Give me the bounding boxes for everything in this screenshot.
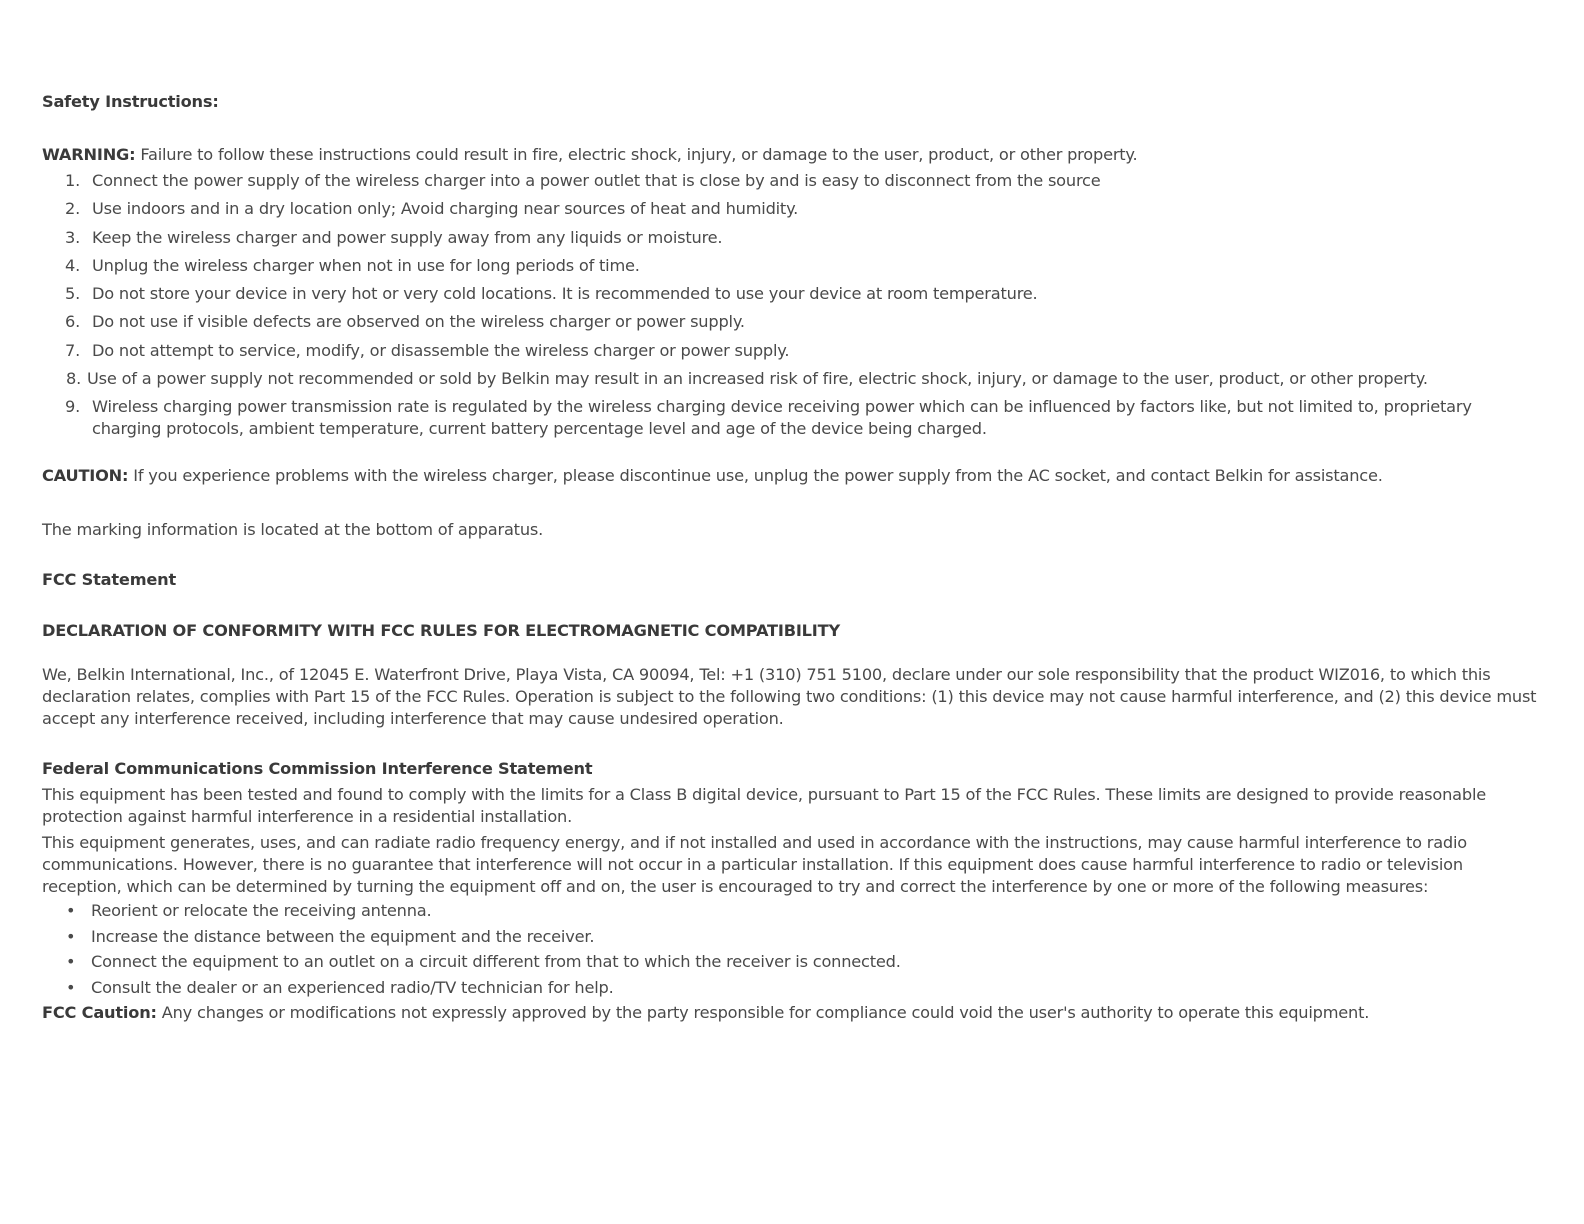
- item-number: 3.: [65, 227, 81, 247]
- interference-heading: Federal Communications Commission Interference Statement: [42, 759, 593, 779]
- safety-item-2: [42, 198, 1547, 220]
- caution-label: CAUTION:: [42, 466, 129, 486]
- measure-item-2: [42, 926, 1547, 948]
- item-number: 7.: [65, 340, 81, 360]
- item-text: Use indoors and in a dry location only; Avoid charging near sources of heat and humidity.: [92, 199, 799, 219]
- safety-list: [42, 170, 1547, 440]
- measure-item-1: [42, 900, 1547, 922]
- measure-text: Increase the distance between the equipment and the receiver.: [91, 926, 595, 946]
- document-page: [42, 90, 1547, 1024]
- bullet-icon: •: [66, 952, 76, 972]
- item-text: Keep the wireless charger and power supply away from any liquids or moisture.: [92, 227, 723, 247]
- item-number: 1.: [65, 171, 81, 190]
- measure-text: Connect the equipment to an outlet on a circuit different from that to which the receiver is connected.: [91, 952, 901, 972]
- item-text: Use of a power supply not recommended or sold by Belkin may result in an increased risk of fire, electric shock, injury, or damage to the user, product, or other property.: [87, 369, 1428, 389]
- interference-paragraph-1: This equipment has been tested and found to comply with the limits for a Class B digital device, pursuant to Part 15 of the FCC Rules. These limits are designed to provide reasonable protection against harmful interference in a residential installation.: [42, 785, 1487, 827]
- safety-item-4: [42, 255, 1547, 277]
- item-number: 4.: [65, 255, 81, 275]
- declaration-heading: DECLARATION OF CONFORMITY WITH FCC RULES FOR ELECTROMAGNETIC COMPATIBILITY: [42, 621, 840, 641]
- item-number: 8.: [66, 369, 82, 389]
- warning-paragraph: [42, 144, 1547, 166]
- safety-item-1: [42, 170, 1547, 192]
- caution-text: If you experience problems with the wireless charger, please discontinue use, unplug the power supply from the AC socket, and contact Belkin for assistance.: [128, 466, 1383, 486]
- fcc-heading: FCC Statement: [42, 570, 176, 590]
- warning-label: WARNING:: [42, 145, 136, 164]
- safety-item-5: [42, 283, 1547, 305]
- item-text: Do not store your device in very hot or very cold locations. It is recommended to use your device at room temperature.: [92, 284, 1038, 304]
- safety-item-8: [42, 368, 1547, 390]
- safety-item-3: [42, 227, 1547, 249]
- item-text: Do not attempt to service, modify, or disassemble the wireless charger or power supply.: [92, 340, 790, 360]
- bullet-icon: •: [66, 901, 76, 921]
- bullet-icon: •: [66, 977, 76, 997]
- fcc-caution-paragraph: [42, 1002, 1547, 1024]
- item-text: Unplug the wireless charger when not in use for long periods of time.: [92, 255, 640, 275]
- fcc-caution-text: Any changes or modifications not expressly approved by the party responsible for compliance could void the user's authority to operate this equipment.: [156, 1003, 1370, 1023]
- measure-item-4: [42, 977, 1547, 999]
- declaration-paragraph: We, Belkin International, Inc., of 12045 E. Waterfront Drive, Playa Vista, CA 90094, Tel: +1 (310) 751 5100, declare under our sole responsibility that the product WIZ016, to which this declaration relates, complies with Part 15 of the FCC Rules. Operation is subject to the following two conditions: (1) this device may not cause harmful interference, and (2) this device must accept any interference received, including interference that may cause undesired operation.: [42, 665, 1537, 729]
- measure-item-3: [42, 951, 1547, 973]
- interference-paragraph-2: This equipment generates, uses, and can radiate radio frequency energy, and if not installed and used in accordance with the instructions, may cause harmful interference to radio communications. However, there is no guarantee that interference will not occur in a particular installation. If this equipment does cause harmful interference to radio or television reception, which can be determined by turning the equipment off and on, the user is encouraged to try and correct the interference by one or more of the following measures:: [42, 833, 1468, 897]
- safety-heading: Safety Instructions:: [42, 92, 219, 111]
- measure-text: Reorient or relocate the receiving antenna.: [91, 901, 432, 921]
- safety-item-6: [42, 311, 1547, 333]
- safety-item-9: [42, 396, 1547, 440]
- item-number: 5.: [65, 284, 81, 304]
- safety-item-7: [42, 340, 1547, 362]
- marking-paragraph: The marking information is located at the bottom of apparatus.: [42, 520, 544, 540]
- item-number: 2.: [65, 199, 81, 219]
- item-text: Connect the power supply of the wireless charger into a power outlet that is close by and is easy to disconnect from the source: [92, 171, 1101, 190]
- caution-paragraph: [42, 465, 1547, 487]
- measures-list: [42, 900, 1547, 999]
- measure-text: Consult the dealer or an experienced radio/TV technician for help.: [91, 977, 614, 997]
- fcc-caution-label: FCC Caution:: [42, 1003, 157, 1023]
- item-text: Do not use if visible defects are observed on the wireless charger or power supply.: [92, 312, 745, 332]
- warning-text: Failure to follow these instructions could result in fire, electric shock, injury, or damage to the user, product, or other property.: [135, 145, 1138, 164]
- bullet-icon: •: [66, 926, 76, 946]
- item-number: 9.: [65, 397, 81, 417]
- item-number: 6.: [65, 312, 81, 332]
- item-text: Wireless charging power transmission rate is regulated by the wireless charging device receiving power which can be influenced by factors like, but not limited to, proprietary charging protocols, ambient temperature, current battery percentage level and age of the device being charged.: [92, 397, 1472, 439]
